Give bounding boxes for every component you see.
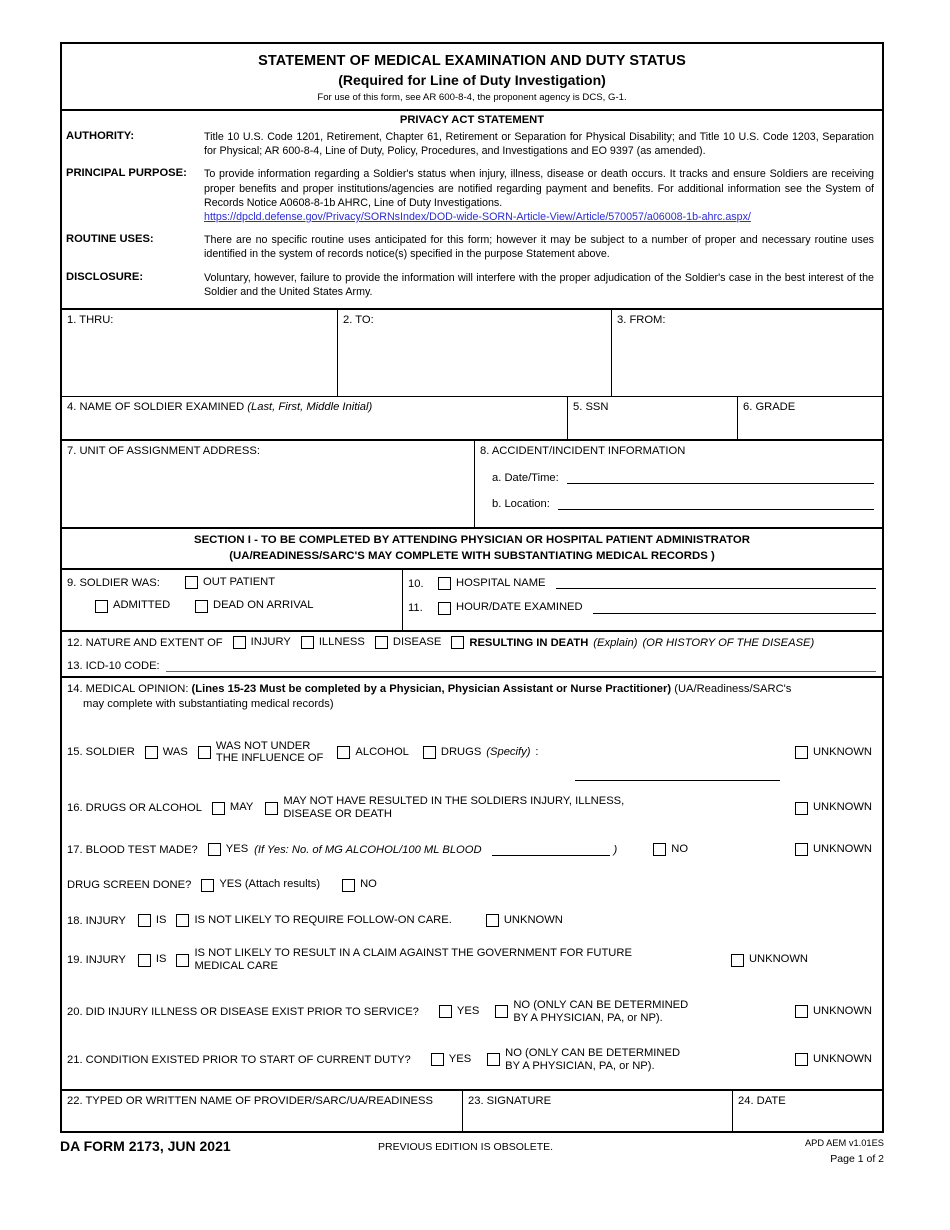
checkbox-16-unknown[interactable] bbox=[795, 801, 872, 814]
form-border bbox=[60, 42, 884, 1133]
checkbox-20-no-box[interactable] bbox=[495, 1005, 508, 1018]
checkbox-15-was-not-under-influence[interactable] bbox=[198, 740, 324, 766]
checkbox-17-unknown-box[interactable] bbox=[795, 843, 808, 856]
checkbox-drug-screen-no[interactable] bbox=[342, 878, 377, 891]
form-use-note: For use of this form, see AR 600-8-4, the proponent agency is DCS, G-1. bbox=[317, 92, 627, 104]
privacy-routine-label: ROUTINE USES: bbox=[66, 233, 154, 246]
checkbox-15-was-box[interactable] bbox=[145, 746, 158, 759]
privacy-authority-label: AUTHORITY: bbox=[66, 129, 135, 142]
checkbox-19-unknown-label: UNKNOWN bbox=[748, 953, 808, 966]
item-13-label: 13. ICD-10 CODE: bbox=[67, 660, 160, 673]
field-from-label: 3. FROM: bbox=[617, 314, 666, 327]
checkbox-17-no-label: NO bbox=[671, 843, 689, 855]
field-accident-datetime-input[interactable] bbox=[567, 471, 874, 484]
checkbox-19-is-box[interactable] bbox=[138, 954, 151, 967]
privacy-authority-row bbox=[62, 130, 882, 167]
checkbox-16-may-not-line-1: MAY NOT HAVE RESULTED IN THE SOLDIERS INJURY, ILLNESS, bbox=[283, 795, 625, 808]
checkbox-resulting-in-death-box[interactable] bbox=[451, 636, 464, 649]
item-12-history-hint: (OR HISTORY OF THE DISEASE) bbox=[642, 636, 815, 649]
checkbox-disease-box[interactable] bbox=[375, 636, 388, 649]
da-form-2173-page bbox=[60, 42, 884, 1178]
field-date-label: 24. DATE bbox=[738, 1094, 786, 1107]
item-18-row bbox=[67, 914, 874, 927]
privacy-disclosure-label: DISCLOSURE: bbox=[66, 270, 144, 283]
checkbox-illness-label: ILLNESS bbox=[318, 635, 365, 648]
checkbox-18-is-label: IS bbox=[155, 913, 167, 926]
field-accident-location[interactable] bbox=[492, 497, 882, 510]
checkbox-21-yes[interactable] bbox=[431, 1053, 471, 1066]
item-9-group bbox=[62, 570, 402, 630]
item-19-row bbox=[67, 947, 874, 973]
field-thru[interactable] bbox=[62, 310, 337, 396]
checkbox-18-is[interactable] bbox=[138, 914, 167, 927]
checkbox-15-was[interactable] bbox=[145, 746, 188, 759]
checkbox-dead-on-arrival-box[interactable] bbox=[195, 600, 208, 613]
item-20-row bbox=[67, 999, 874, 1025]
field-ssn[interactable] bbox=[567, 397, 737, 439]
item-14-suffix: (UA/Readiness/SARC's bbox=[671, 683, 792, 696]
footer-page-number: Page 1 of 2 bbox=[830, 1152, 884, 1165]
checkbox-18-is-box[interactable] bbox=[138, 914, 151, 927]
checkbox-21-unknown-box[interactable] bbox=[795, 1053, 808, 1066]
checkbox-15-was-not-line-1: WAS NOT UNDER bbox=[215, 739, 311, 752]
checkbox-15-was-not-line-2: THE INFLUENCE OF bbox=[215, 752, 324, 765]
item-15-colon: : bbox=[535, 745, 539, 758]
checkbox-20-unknown-box[interactable] bbox=[795, 1005, 808, 1018]
field-signature[interactable] bbox=[462, 1091, 732, 1131]
checkbox-17-yes-box[interactable] bbox=[208, 843, 221, 856]
checkbox-16-unknown-label: UNKNOWN bbox=[812, 801, 872, 814]
checkbox-injury[interactable] bbox=[233, 636, 291, 649]
field-to-label: 2. TO: bbox=[343, 314, 374, 327]
page-title: STATEMENT OF MEDICAL EXAMINATION AND DUTY STATUS bbox=[258, 53, 686, 69]
checkbox-15-drugs-box[interactable] bbox=[423, 746, 436, 759]
field-accident-location-input[interactable] bbox=[558, 497, 874, 510]
checkbox-drug-screen-yes-label: YES (Attach results) bbox=[219, 878, 321, 891]
field-date[interactable] bbox=[732, 1091, 882, 1131]
checkbox-21-unknown-label: UNKNOWN bbox=[812, 1052, 872, 1065]
checkbox-20-unknown[interactable] bbox=[795, 1005, 872, 1018]
item-16-label: 16. DRUGS OR ALCOHOL bbox=[67, 802, 202, 815]
privacy-routine-text: There are no specific routine uses anticipated for this form; however it may be subject to a number of proper and necessary routine uses identified in the system of records notice(s) specified in the purpose Statement above. bbox=[204, 234, 874, 261]
checkbox-15-unknown-box[interactable] bbox=[795, 746, 808, 759]
checkbox-16-unknown-box[interactable] bbox=[795, 802, 808, 815]
checkbox-out-patient-label: OUT PATIENT bbox=[203, 575, 276, 588]
item-15-specify-hint: (Specify) bbox=[486, 746, 531, 759]
checkbox-21-yes-box[interactable] bbox=[431, 1053, 444, 1066]
checkbox-18-is-not[interactable] bbox=[176, 914, 451, 927]
signature-row bbox=[62, 1089, 882, 1133]
checkbox-15-drugs[interactable] bbox=[423, 746, 539, 759]
checkbox-19-is-not-line-1: IS NOT LIKELY TO RESULT IN A CLAIM AGAINST THE GOVERNMENT FOR FUTURE bbox=[194, 947, 632, 960]
checkbox-16-may-not-box[interactable] bbox=[265, 802, 278, 815]
sorn-link[interactable]: https://dpcld.defense.gov/Privacy/SORNsIndex/DOD-wide-SORN-Article-View/Article/570057/a06008-1b-ahrc.aspx/ bbox=[204, 210, 751, 223]
field-grade-label: 6. GRADE bbox=[743, 401, 796, 414]
item-15-specify-input[interactable] bbox=[575, 769, 780, 781]
checkbox-15-alcohol-label: ALCOHOL bbox=[355, 745, 409, 758]
item-9-label: 9. SOLDIER WAS: bbox=[67, 576, 160, 589]
item-21-row bbox=[67, 1047, 874, 1089]
checkbox-16-may-not[interactable] bbox=[265, 795, 624, 821]
item-15-row bbox=[67, 740, 874, 766]
checkbox-20-yes-box[interactable] bbox=[439, 1005, 452, 1018]
checkbox-out-patient[interactable] bbox=[185, 576, 275, 589]
privacy-purpose-text: To provide information regarding a Soldier's status when injury, illness, disease or death occurs. It tracks and ensure Soldiers are receiving proper benefits and proper institutions/agencies are notified regarding payment and benefits. For additional information see the System of Records Notice A0608-8-1b AHRC, Line of Duty Investigations. bbox=[204, 168, 874, 209]
checkbox-illness-box[interactable] bbox=[301, 636, 314, 649]
checkbox-16-may-not-label bbox=[283, 795, 624, 821]
page-subtitle: (Required for Line of Duty Investigation) bbox=[338, 72, 606, 89]
name-ssn-grade-row bbox=[62, 396, 882, 439]
field-soldier-name-hint: (Last, First, Middle Initial) bbox=[247, 401, 373, 414]
checkbox-20-yes-label: YES bbox=[456, 1005, 480, 1018]
item-20-label: 20. DID INJURY ILLNESS OR DISEASE EXIST PRIOR TO SERVICE? bbox=[67, 1005, 419, 1018]
checkbox-18-is-not-box[interactable] bbox=[176, 914, 189, 927]
privacy-disclosure-text: Voluntary, however, failure to provide the information will interfere with the proper adjudication of the Soldier's case in the best interest of the Soldier and the United States Army. bbox=[204, 271, 874, 298]
item-14-prefix: 14. MEDICAL OPINION: bbox=[67, 683, 192, 696]
checkbox-dead-on-arrival-label: DEAD ON ARRIVAL bbox=[213, 599, 314, 612]
checkbox-16-may-label: MAY bbox=[229, 801, 254, 814]
item-15-specify-input-wrap bbox=[67, 765, 874, 777]
checkbox-15-unknown[interactable] bbox=[795, 746, 872, 759]
privacy-act-heading: PRIVACY ACT STATEMENT bbox=[399, 113, 545, 126]
checkbox-hour-date-examined-box[interactable] bbox=[438, 602, 451, 615]
item-12-row bbox=[67, 636, 876, 649]
checkbox-17-no[interactable] bbox=[653, 843, 688, 856]
item-10-number: 10. bbox=[408, 577, 424, 590]
privacy-purpose-row bbox=[62, 167, 882, 233]
item-11-input[interactable] bbox=[593, 603, 876, 614]
item-21-label: 21. CONDITION EXISTED PRIOR TO START OF CURRENT DUTY? bbox=[67, 1053, 411, 1066]
item-13-input[interactable] bbox=[166, 660, 876, 672]
item-11-row bbox=[408, 601, 882, 614]
field-from[interactable] bbox=[611, 310, 882, 396]
checkbox-21-no-line-2: BY A PHYSICIAN, PA, or NP). bbox=[505, 1059, 655, 1072]
checkbox-18-unknown-label: UNKNOWN bbox=[503, 913, 563, 926]
item-12-explain-hint: (Explain) bbox=[593, 636, 638, 649]
item-10-input[interactable] bbox=[556, 578, 876, 589]
checkbox-disease-label: DISEASE bbox=[392, 635, 442, 648]
checkbox-15-unknown-label: UNKNOWN bbox=[812, 745, 872, 758]
checkbox-15-was-label: WAS bbox=[162, 745, 188, 758]
footer-form-id: DA FORM 2173, JUN 2021 bbox=[60, 1137, 231, 1154]
section-1-line-2: (UA/READINESS/SARC'S MAY COMPLETE WITH SUBSTANTIATING MEDICAL RECORDS ) bbox=[229, 549, 715, 562]
checkbox-dead-on-arrival[interactable] bbox=[195, 599, 314, 612]
checkbox-19-is-not-box[interactable] bbox=[176, 954, 189, 967]
field-accident-info-label: 8. ACCIDENT/INCIDENT INFORMATION bbox=[480, 445, 686, 458]
checkbox-disease[interactable] bbox=[375, 636, 442, 649]
checkbox-drug-screen-no-label: NO bbox=[360, 878, 377, 891]
checkbox-drug-screen-yes[interactable] bbox=[201, 878, 320, 891]
checkbox-21-yes-label: YES bbox=[448, 1052, 472, 1065]
field-accident-datetime-label: a. Date/Time: bbox=[492, 472, 559, 485]
checkbox-hospital-name[interactable] bbox=[438, 577, 546, 590]
privacy-purpose-text-wrap bbox=[204, 167, 876, 224]
checkbox-drug-screen-no-box[interactable] bbox=[342, 879, 355, 892]
field-soldier-name-label bbox=[67, 400, 567, 414]
item-9-10-11-row bbox=[62, 568, 882, 630]
item-10-row bbox=[408, 577, 882, 590]
checkbox-20-yes[interactable] bbox=[439, 1005, 479, 1018]
checkbox-resulting-in-death[interactable] bbox=[451, 636, 814, 649]
field-accident-location-label: b. Location: bbox=[492, 498, 550, 511]
checkbox-drug-screen-yes-box[interactable] bbox=[201, 879, 214, 892]
checkbox-hour-date-examined[interactable] bbox=[438, 601, 583, 614]
checkbox-19-is[interactable] bbox=[138, 953, 167, 966]
footer-apd-version: APD AEM v1.01ES bbox=[804, 1137, 884, 1148]
item-11-number: 11. bbox=[408, 602, 423, 615]
checkbox-17-unknown[interactable] bbox=[795, 843, 872, 856]
checkbox-18-unknown-box[interactable] bbox=[486, 914, 499, 927]
item-17-label: 17. BLOOD TEST MADE? bbox=[67, 843, 198, 856]
checkbox-19-unknown[interactable] bbox=[731, 953, 808, 966]
thru-to-from-row bbox=[62, 308, 882, 396]
form-footer bbox=[60, 1138, 884, 1178]
checkbox-hospital-name-label: HOSPITAL NAME bbox=[456, 576, 546, 589]
field-provider-name-label: 22. TYPED OR WRITTEN NAME OF PROVIDER/SARC/UA/READINESS bbox=[67, 1094, 433, 1107]
checkbox-17-no-box[interactable] bbox=[653, 843, 666, 856]
checkbox-15-alcohol[interactable] bbox=[337, 746, 408, 759]
unit-accident-row bbox=[62, 439, 882, 527]
checkbox-16-may[interactable] bbox=[212, 801, 253, 814]
field-soldier-name-text: 4. NAME OF SOLDIER EXAMINED bbox=[67, 401, 248, 414]
checkbox-admitted-label: ADMITTED bbox=[113, 599, 171, 612]
item-17-blood-alcohol-input[interactable] bbox=[492, 844, 610, 856]
checkbox-19-unknown-box[interactable] bbox=[731, 954, 744, 967]
item-12-label: 12. NATURE AND EXTENT OF bbox=[67, 636, 223, 649]
item-10-11-group bbox=[402, 570, 882, 630]
privacy-disclosure-row bbox=[62, 271, 882, 308]
item-15-label: 15. SOLDIER bbox=[67, 746, 135, 759]
checkbox-19-is-not-line-2: MEDICAL CARE bbox=[194, 960, 278, 973]
checkbox-17-yes-label: YES bbox=[225, 843, 249, 855]
checkbox-21-no[interactable] bbox=[487, 1047, 680, 1073]
field-provider-name[interactable] bbox=[62, 1091, 462, 1131]
field-grade[interactable] bbox=[737, 397, 882, 439]
checkbox-injury-box[interactable] bbox=[233, 636, 246, 649]
drug-screen-label: DRUG SCREEN DONE? bbox=[67, 879, 192, 892]
checkbox-18-is-not-label: IS NOT LIKELY TO REQUIRE FOLLOW-ON CARE. bbox=[194, 913, 452, 926]
checkbox-resulting-in-death-label: RESULTING IN DEATH bbox=[469, 636, 589, 649]
field-soldier-name[interactable] bbox=[62, 397, 567, 439]
item-9-line-2 bbox=[67, 599, 402, 612]
drug-screen-row bbox=[67, 878, 874, 891]
checkbox-15-drugs-label: DRUGS bbox=[440, 745, 482, 758]
item-12-13-block bbox=[62, 630, 882, 676]
checkbox-admitted[interactable] bbox=[95, 599, 195, 612]
field-unit-address-label: 7. UNIT OF ASSIGNMENT ADDRESS: bbox=[67, 445, 260, 458]
checkbox-injury-label: INJURY bbox=[250, 635, 291, 648]
field-to[interactable] bbox=[337, 310, 611, 396]
checkbox-18-unknown[interactable] bbox=[486, 914, 563, 927]
item-17-row bbox=[67, 843, 874, 856]
checkbox-out-patient-box[interactable] bbox=[185, 576, 198, 589]
item-14-line-2: may complete with substantiating medical records) bbox=[83, 697, 334, 710]
checkbox-15-was-not-box[interactable] bbox=[198, 746, 211, 759]
section-1-line-1: SECTION I - TO BE COMPLETED BY ATTENDING PHYSICIAN OR HOSPITAL PATIENT ADMINISTRATOR bbox=[193, 534, 751, 547]
checkbox-admitted-box[interactable] bbox=[95, 600, 108, 613]
item-17-if-yes-hint: (If Yes: No. of MG ALCOHOL/100 ML BLOOD bbox=[254, 843, 482, 856]
medical-opinion-block bbox=[62, 676, 882, 1088]
item-16-row bbox=[67, 795, 874, 821]
checkbox-21-no-box[interactable] bbox=[487, 1053, 500, 1066]
field-accident-info bbox=[474, 441, 882, 527]
item-9-line-1 bbox=[67, 576, 402, 589]
checkbox-21-no-line-1: NO (ONLY CAN BE DETERMINED bbox=[505, 1046, 681, 1059]
checkbox-21-no-label bbox=[505, 1047, 680, 1073]
privacy-routine-row bbox=[62, 233, 882, 270]
item-13-row bbox=[67, 660, 876, 676]
item-14-text bbox=[67, 682, 874, 711]
item-19-label: 19. INJURY bbox=[67, 954, 126, 967]
privacy-purpose-label: PRINCIPAL PURPOSE: bbox=[66, 167, 187, 180]
checkbox-16-may-not-line-2: DISEASE OR DEATH bbox=[283, 808, 392, 821]
item-17-close-paren: ) bbox=[613, 843, 618, 856]
field-thru-label: 1. THRU: bbox=[67, 314, 114, 327]
checkbox-17-unknown-label: UNKNOWN bbox=[812, 843, 872, 855]
item-14-bold: (Lines 15-23 Must be completed by a Physician, Physician Assistant or Nurse Practitioner) bbox=[191, 683, 672, 696]
checkbox-20-no[interactable] bbox=[495, 999, 688, 1025]
section-1-header bbox=[62, 527, 882, 568]
checkbox-20-no-line-2: BY A PHYSICIAN, PA, or NP). bbox=[513, 1011, 663, 1024]
checkbox-15-was-not-label bbox=[216, 740, 324, 766]
field-ssn-label: 5. SSN bbox=[573, 401, 609, 414]
privacy-authority-text: Title 10 U.S. Code 1201, Retirement, Chapter 61, Retirement or Separation for Physical Disability; and Title 10 U.S. Code 1203, Separation for Physical; AR 600-8-4, Line of Duty, Policy, Procedures, and Investigations and EO 9397 (as amended). bbox=[204, 130, 874, 158]
checkbox-20-unknown-label: UNKNOWN bbox=[812, 1005, 872, 1018]
checkbox-17-yes[interactable] bbox=[208, 843, 248, 856]
checkbox-19-is-not[interactable] bbox=[176, 947, 631, 973]
field-unit-address[interactable] bbox=[62, 441, 474, 527]
checkbox-15-alcohol-box[interactable] bbox=[337, 746, 350, 759]
footer-previous-edition: PREVIOUS EDITION IS OBSOLETE. bbox=[378, 1140, 554, 1153]
checkbox-19-is-label: IS bbox=[155, 953, 167, 966]
checkbox-hospital-name-box[interactable] bbox=[438, 577, 451, 590]
checkbox-21-unknown[interactable] bbox=[795, 1053, 872, 1066]
form-title-block bbox=[62, 44, 882, 111]
item-18-label: 18. INJURY bbox=[67, 914, 126, 927]
footer-right-group bbox=[805, 1138, 884, 1165]
checkbox-19-is-not-label bbox=[194, 947, 631, 973]
checkbox-16-may-box[interactable] bbox=[212, 802, 225, 815]
checkbox-hour-date-examined-label: HOUR/DATE EXAMINED bbox=[456, 601, 583, 614]
field-accident-datetime[interactable] bbox=[492, 471, 882, 484]
checkbox-illness[interactable] bbox=[301, 636, 365, 649]
field-signature-label: 23. SIGNATURE bbox=[468, 1094, 552, 1107]
checkbox-20-no-label bbox=[513, 999, 688, 1025]
checkbox-20-no-line-1: NO (ONLY CAN BE DETERMINED bbox=[513, 999, 689, 1012]
